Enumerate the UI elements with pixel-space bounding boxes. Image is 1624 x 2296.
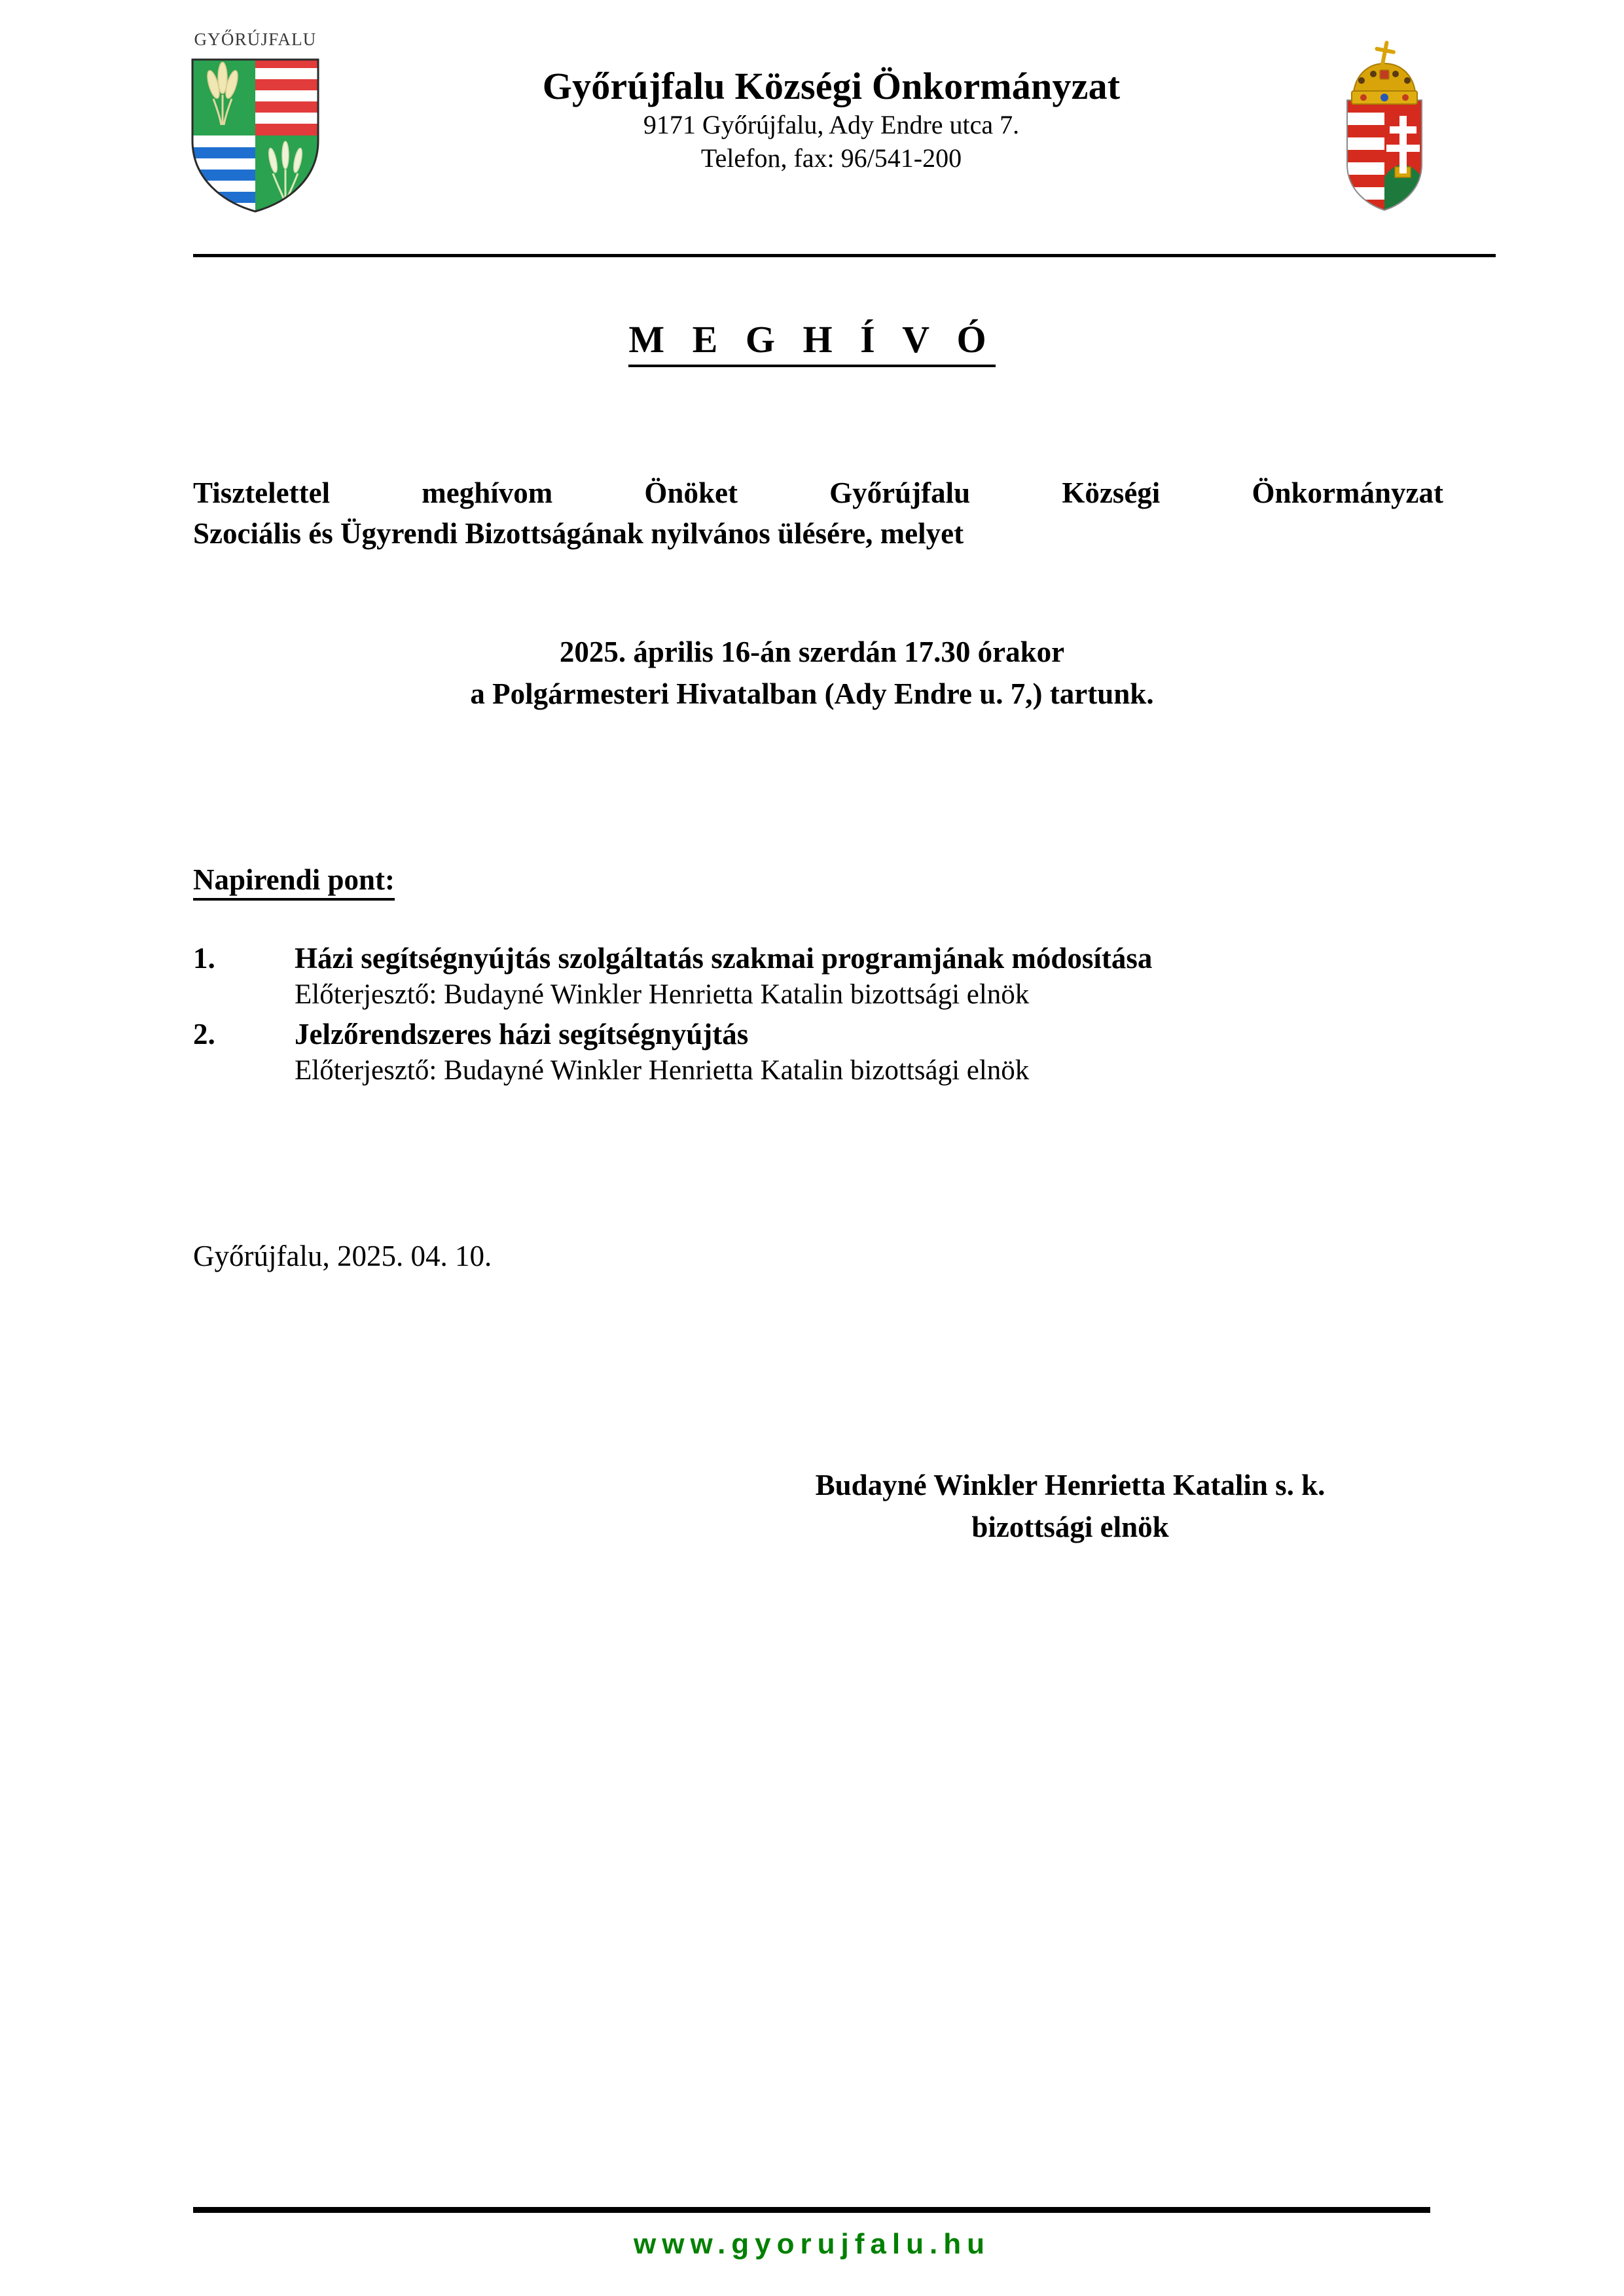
- meeting-details: [0, 632, 1624, 715]
- agenda-list: [193, 941, 1443, 1092]
- agenda-heading-text: Napirendi pont:: [193, 863, 395, 901]
- footer-divider: [193, 2207, 1430, 2213]
- organization-phone: Telefon, fax: 96/541-200: [700, 143, 962, 173]
- signature-name: Budayné Winkler Henrietta Katalin s. k.: [815, 1469, 1326, 1501]
- organization-address: 9171 Győrújfalu, Ady Endre utca 7.: [643, 109, 1020, 139]
- holy-crown-icon: [1352, 41, 1417, 104]
- agenda-item: [193, 1016, 1443, 1090]
- organization-header-text: [367, 65, 1296, 175]
- document-header: [0, 0, 1624, 262]
- agenda-item-presenter: Előterjesztő: Budayné Winkler Henrietta Katalin bizottsági elnök: [295, 979, 1030, 1010]
- place-and-date: Győrújfalu, 2025. 04. 10.: [193, 1240, 492, 1272]
- header-divider: [193, 254, 1496, 257]
- invitation-intro-line-1: Tisztelettel meghívom Önöket Győrújfalu Községi Önkormányzat: [193, 476, 1443, 509]
- agenda-item-title: Jelzőrendszeres házi segítségnyújtás: [295, 1018, 749, 1051]
- organization-title: Győrújfalu Községi Önkormányzat: [542, 65, 1121, 107]
- agenda-item-number: 1.: [193, 942, 215, 975]
- hungary-coat-of-arms-icon: [1322, 36, 1447, 213]
- page-title: [0, 317, 1624, 361]
- invitation-intro-line-2: Szociális és Ügyrendi Bizottságának nyilvános ülésére, melyet: [193, 517, 964, 550]
- signature-title: bizottsági elnök: [971, 1510, 1169, 1543]
- signature-block: [694, 1465, 1447, 1549]
- agenda-item-presenter: Előterjesztő: Budayné Winkler Henrietta Katalin bizottsági elnök: [295, 1055, 1030, 1086]
- meeting-place: a Polgármesteri Hivatalban (Ady Endre u. 7,) tartunk.: [470, 677, 1154, 710]
- website-url[interactable]: www.gyorujfalu.hu: [634, 2228, 990, 2260]
- invitation-intro: [193, 473, 1443, 554]
- village-crest-label: GYŐRÚJFALU: [194, 29, 317, 49]
- page-title-text: M E G H Í V Ó: [628, 318, 995, 367]
- agenda-item-title: Házi segítségnyújtás szolgáltatás szakmai programjának módosítása: [295, 942, 1153, 975]
- village-coat-of-arms: [177, 29, 334, 219]
- agenda-item-row: [193, 941, 1443, 976]
- agenda-item-row: [193, 1016, 1443, 1052]
- agenda-item-number: 2.: [193, 1018, 215, 1051]
- village-shield-icon: [190, 57, 321, 214]
- agenda-heading: [193, 863, 395, 897]
- meeting-datetime: 2025. április 16-án szerdán 17.30 órakor: [559, 636, 1065, 668]
- agenda-item: [193, 941, 1443, 1014]
